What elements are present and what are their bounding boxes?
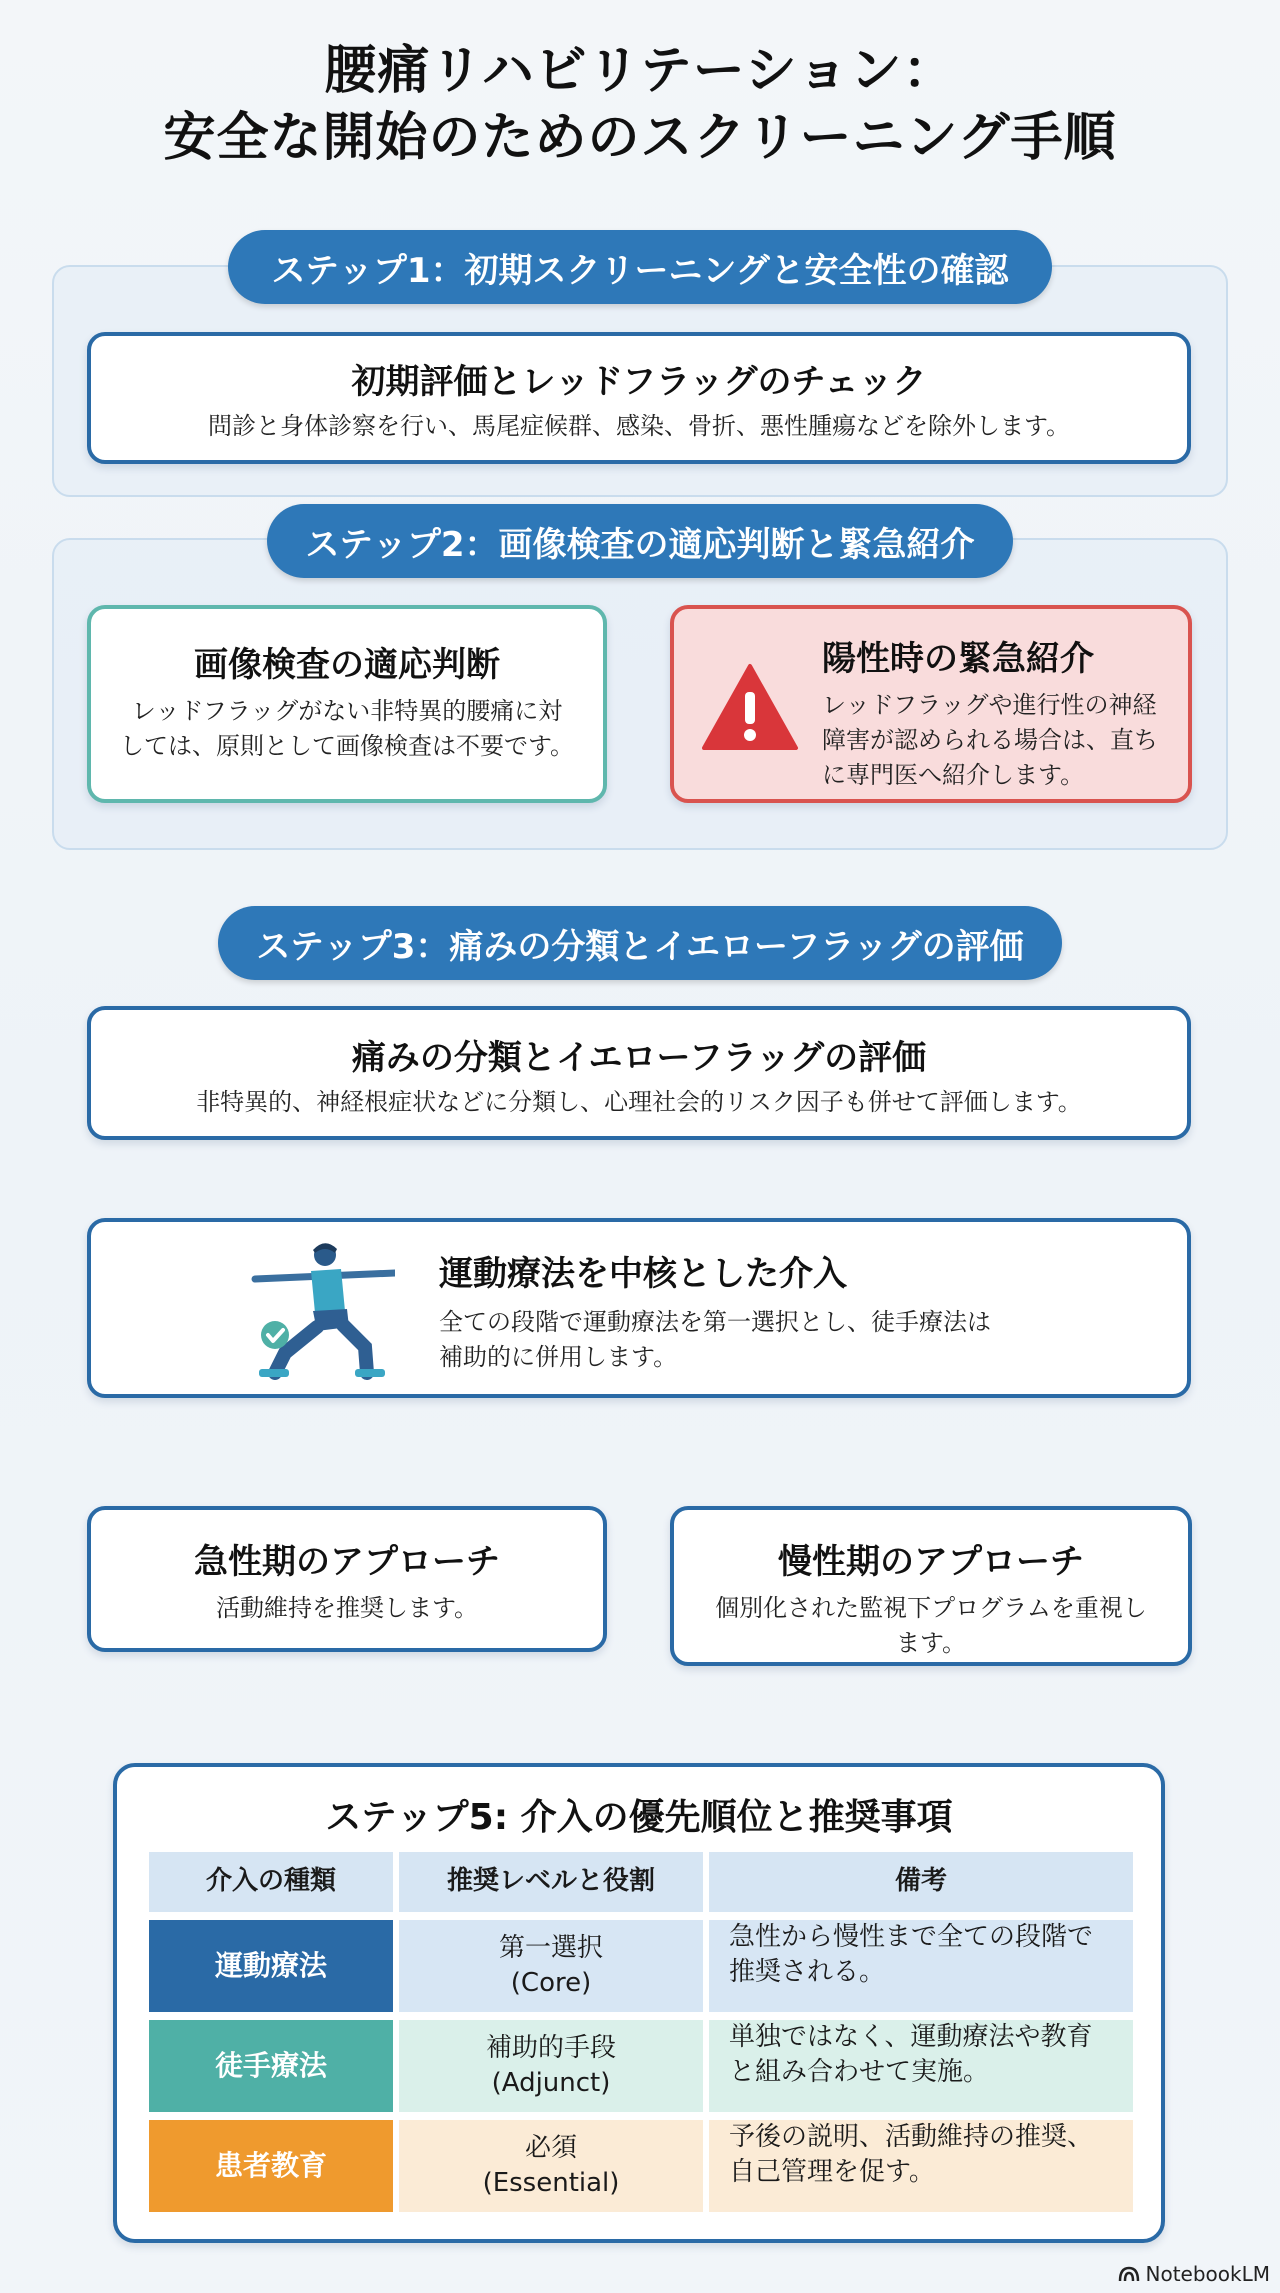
step3-card-desc: 非特異的、神経根症状などに分類し、心理社会的リスク因子も併せて評価します。 [196, 1088, 1082, 1116]
row-1-note-line-2: 推奨される。 [729, 1957, 886, 1988]
table-row-1-type: 運動療法 [149, 1920, 393, 2012]
imaging-card-desc [91, 694, 603, 764]
table-header-level: 推奨レベルと役割 [399, 1852, 703, 1912]
table-row-2-note [709, 2020, 1133, 2112]
row-3-level-line-1: 必須 [524, 2132, 577, 2163]
exercise-desc-line-1: 全ての段階で運動療法を第一選択とし、徒手療法は [439, 1308, 991, 1336]
imaging-desc-line-2: しては、原則として画像検査は不要です。 [119, 731, 575, 760]
imaging-card-title: 画像検査の適応判断 [194, 645, 500, 685]
row-2-note-line-1: 単独ではなく、運動療法や教育 [729, 2022, 1093, 2052]
row-1-level-line-2: (Core) [510, 1968, 592, 1998]
row-3-note-line-1: 予後の説明、活動維持の推奨、 [729, 2122, 1094, 2152]
chronic-desc-line-1: 個別化された監視下プログラムを重視し [715, 1594, 1147, 1622]
table-row-3-level [399, 2120, 703, 2212]
step1-card-desc: 問診と身体診察を行い、馬尾症候群、感染、骨折、悪性腫瘍などを除外します。 [207, 412, 1071, 440]
step2-pill: ステップ2：画像検査の適応判断と緊急紹介 [267, 504, 1013, 578]
step3-pill: ステップ3：痛みの分類とイエローフラッグの評価 [218, 906, 1062, 980]
step5-table-card [113, 1763, 1165, 2243]
table-row-1-level [399, 1920, 703, 2012]
acute-card-desc: 活動維持を推奨します。 [215, 1594, 479, 1622]
step1-card [87, 332, 1191, 464]
imaging-card [87, 605, 607, 803]
step3-card-title: 痛みの分類とイエローフラッグの評価 [351, 1038, 927, 1078]
chronic-card [670, 1506, 1192, 1666]
brand-label: NotebookLM [1145, 2262, 1270, 2286]
imaging-desc-line-1: レッドフラッグがない非特異的腰痛に対 [131, 697, 563, 725]
warning-triangle-icon [700, 662, 800, 752]
exercise-card-title: 運動療法を中核とした介入 [439, 1254, 847, 1294]
brand-mark [1118, 2262, 1271, 2286]
referral-card-title: 陽性時の緊急紹介 [822, 639, 1094, 679]
row-2-level-line-1: 補助的手段 [485, 2032, 616, 2063]
referral-desc-line-1: レッドフラッグや進行性の神経 [822, 691, 1157, 719]
step5-title: ステップ5: 介入の優先順位と推奨事項 [325, 1797, 953, 1838]
exercise-desc-line-2: 補助的に併用します。 [439, 1342, 678, 1371]
title-line-2: 安全な開始のためのスクリーニング手順 [163, 107, 1117, 168]
row-2-note-line-2: と組み合わせて実施。 [729, 2057, 990, 2088]
step1-pill: ステップ1：初期スクリーニングと安全性の確認 [228, 230, 1052, 304]
row-2-level-line-2: (Adjunct) [491, 2068, 611, 2098]
page-title [0, 38, 1280, 171]
step3-card [87, 1006, 1191, 1140]
row-1-level-line-1: 第一選択 [498, 1932, 603, 1963]
chronic-card-desc [674, 1591, 1188, 1661]
table-header-type: 介入の種類 [149, 1852, 393, 1912]
table-row-2-type: 徒手療法 [149, 2020, 393, 2112]
row-1-note-line-1: 急性から慢性まで全ての段階で [729, 1922, 1094, 1952]
table-row-3-type: 患者教育 [149, 2120, 393, 2212]
referral-desc-line-3: に専門医へ紹介します。 [822, 760, 1085, 789]
row-3-level-line-2: (Essential) [482, 2168, 620, 2198]
referral-desc-line-2: 障害が認められる場合は、直ち [822, 725, 1158, 754]
table-row-3-note [709, 2120, 1133, 2212]
row-3-note-line-2: 自己管理を促す。 [729, 2157, 935, 2188]
exercise-card-desc [439, 1305, 991, 1375]
table-row-1-note [709, 1920, 1133, 2012]
title-line-1: 腰痛リハビリテーション： [324, 41, 956, 101]
table-row-2-level [399, 2020, 703, 2112]
referral-card-desc [822, 688, 1158, 792]
notebooklm-logo-icon [1118, 2266, 1140, 2282]
table-header-note: 備考 [709, 1852, 1133, 1912]
acute-card [87, 1506, 607, 1652]
acute-card-title: 急性期のアプローチ [194, 1542, 500, 1582]
step1-card-title: 初期評価とレッドフラッグのチェック [351, 362, 927, 402]
chronic-desc-line-2: ます。 [895, 1628, 967, 1657]
chronic-card-title: 慢性期のアプローチ [778, 1542, 1084, 1582]
exercise-person-icon [245, 1235, 395, 1380]
